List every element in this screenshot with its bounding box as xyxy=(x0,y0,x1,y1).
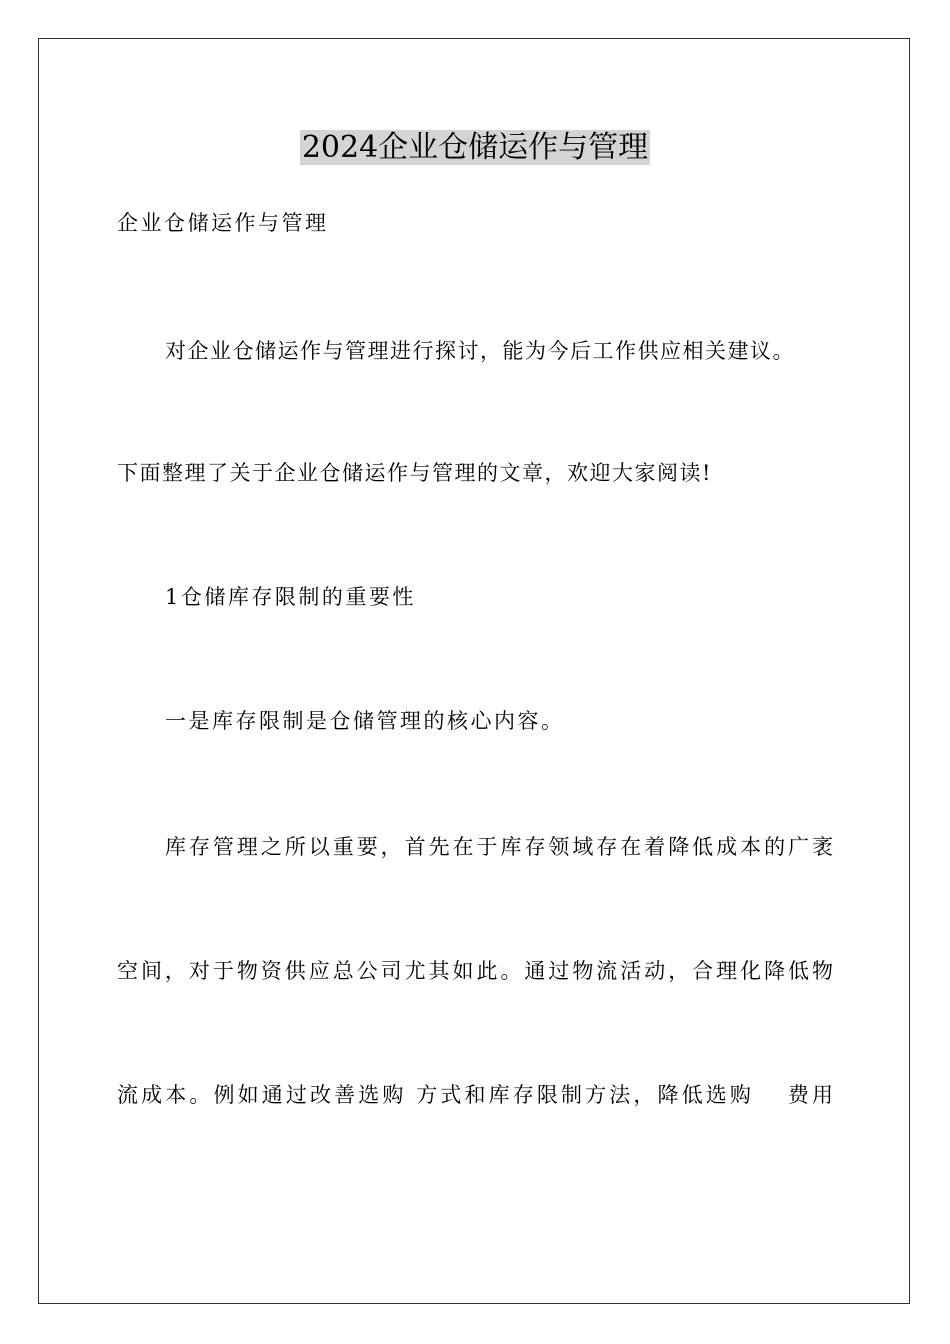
paragraph-line: 下面整理了关于企业仓储运作与管理的文章，欢迎大家阅读! xyxy=(117,461,712,485)
section-heading: 1仓储库存限制的重要性 xyxy=(165,585,416,609)
document-title-text: 2024企业仓储运作与管理 xyxy=(301,130,649,165)
paragraph-line: 一是库存限制是仓储管理的核心内容。 xyxy=(165,709,565,733)
subtitle-line: 企业仓储运作与管理 xyxy=(117,211,329,235)
document-title xyxy=(0,126,950,170)
paragraph-line: 流成本。例如通过改善选购 方式和库存限制方法，降低选购 费用 xyxy=(117,1083,833,1107)
paragraph-line: 库存管理之所以重要，首先在于库存领域存在着降低成本的广袤 xyxy=(165,835,833,859)
paragraph-line: 空间，对于物资供应总公司尤其如此。通过物流活动，合理化降低物 xyxy=(117,959,833,983)
paragraph-line: 对企业仓储运作与管理进行探讨，能为今后工作供应相关建议。 xyxy=(165,339,795,363)
